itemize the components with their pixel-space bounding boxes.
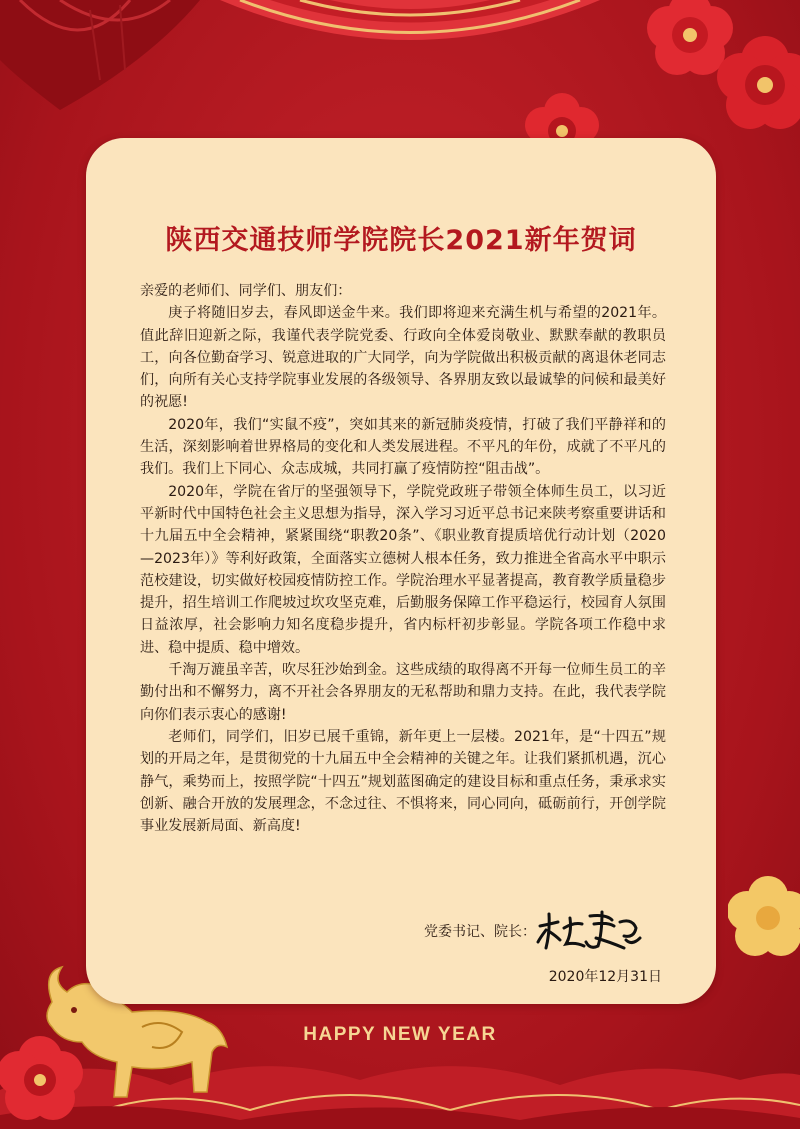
letter-date: 2020年12月31日 xyxy=(548,969,662,985)
signer-title: 党委书记、院长： xyxy=(424,924,536,940)
signature-mark xyxy=(536,908,646,954)
signature-row xyxy=(424,908,646,954)
fan-decoration-left xyxy=(0,0,220,120)
letter-paragraph: 老师们，同学们，旧岁已展千重锦，新年更上一层楼。2021年，是“十四五”规划的开局之年，是贯彻党的十九届五中全会精神的关键之年。让我们紧抓机遇，沉心静气，乘势而上，按照学院“十四五”规划蓝图确定的建设目标和重点任务，秉承求实创新、融合开放的发展理念，不念过往、不惧将来，同心同向，砥砺前行，开创学院事业发展新局面、新高度! xyxy=(140,728,666,835)
wave-arcs-top xyxy=(220,0,600,60)
letter-paragraph: 庚子将随旧岁去，春风即送金牛来。我们即将迎来充满生机与希望的2021年。值此辞旧迎新之际，我谨代表学院党委、行政向全体爱岗敬业、默默奉献的教职员工，向各位勤奋学习、锐意进取的广大同学，向为学院做出积极贡献的离退休老同志们，向所有关心支持学院事业发展的各级领导、各界朋友致以最诚挚的问候和最美好的祝愿! xyxy=(140,305,666,411)
letter-body xyxy=(140,280,666,837)
letter-greeting: 亲爱的老师们、同学们、朋友们： xyxy=(140,283,352,299)
happy-new-year-banner: HAPPY NEW YEAR xyxy=(303,1024,497,1045)
gold-blossom-icon xyxy=(728,868,800,968)
letter-paragraph: 千淘万漉虽辛苦，吹尽狂沙始到金。这些成绩的取得离不开每一位师生员工的辛勤付出和不懈努力，离不开社会各界朋友的无私帮助和鼎力支持。在此，我代表学院向你们表示衷心的感谢! xyxy=(140,662,666,723)
letter-paragraph: 2020年，我们“实鼠不疫”，突如其来的新冠肺炎疫情，打破了我们平静祥和的生活，深刻影响着世界格局的变化和人类发展进程。不平凡的年份，成就了不平凡的我们。我们上下同心、众志成城，共同打赢了疫情防控“阻击战”。 xyxy=(140,416,666,478)
letter-paragraph: 2020年，学院在省厅的坚强领导下，学院党政班子带领全体师生员工，以习近平新时代中国特色社会主义思想为指导，深入学习习近平总书记来陕考察重要讲话和十九届五中全会精神，紧紧围绕“职教20条”、《职业教育提质培优行动计划（2020—2023年）》等利好政策，全面落实立德树人根本任务，致力推进全省高水平中职示范校建设，切实做好校园疫情防控工作。学院治理水平显著提高，教育教学质量稳步提升，招生培训工作爬坡过坎攻坚克难，后勤服务保障工作平稳运行，校园育人氛围日益浓厚，社会影响力知名度稳步提升，省内标杆初步彰显。学院各项工作稳中求进、稳中提质、稳中增效。 xyxy=(140,483,666,656)
letter-title: 陕西交通技师学院院长2021新年贺词 xyxy=(165,225,637,256)
letter-card xyxy=(86,138,716,1004)
